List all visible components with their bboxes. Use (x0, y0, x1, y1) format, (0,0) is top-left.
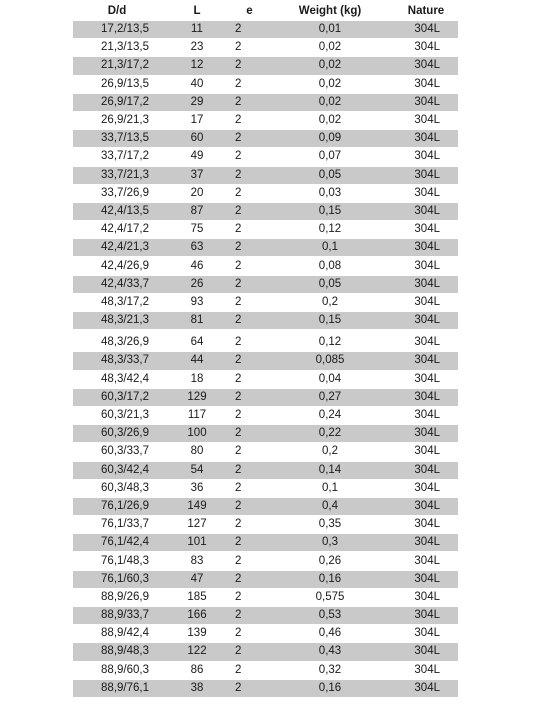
cell-dd: 26,9/13,5 (73, 75, 161, 93)
cell-thickness: 2 (233, 552, 266, 570)
cell-thickness: 2 (233, 75, 266, 93)
header-thickness: e (233, 2, 266, 21)
cell-thickness: 2 (233, 425, 266, 443)
cell-weight: 0,01 (266, 21, 394, 39)
cell-weight: 0,46 (266, 625, 394, 643)
cell-thickness: 2 (233, 257, 266, 275)
cell-thickness: 2 (233, 130, 266, 148)
cell-dd: 48,3/26,9 (73, 330, 161, 352)
table-row (73, 552, 458, 570)
cell-nature: 304L (394, 111, 458, 129)
cell-length: 47 (161, 570, 233, 588)
cell-nature: 304L (394, 293, 458, 311)
cell-nature: 304L (394, 130, 458, 148)
table-header (73, 2, 458, 21)
cell-thickness: 2 (233, 516, 266, 534)
cell-length: 54 (161, 461, 233, 479)
cell-dd: 60,3/21,3 (73, 406, 161, 424)
cell-nature: 304L (394, 330, 458, 352)
cell-dd: 48,3/42,4 (73, 370, 161, 388)
cell-thickness: 2 (233, 607, 266, 625)
cell-length: 117 (161, 406, 233, 424)
cell-nature: 304L (394, 39, 458, 57)
table-row (73, 661, 458, 679)
header-weight: Weight (kg) (266, 2, 394, 21)
cell-thickness: 2 (233, 330, 266, 352)
cell-nature: 304L (394, 497, 458, 515)
cell-dd: 26,9/17,2 (73, 93, 161, 111)
table-row (73, 57, 458, 75)
cell-length: 36 (161, 479, 233, 497)
table-row (73, 643, 458, 661)
cell-nature: 304L (394, 679, 458, 697)
table-row (73, 257, 458, 275)
cell-dd: 33,7/13,5 (73, 130, 161, 148)
cell-length: 20 (161, 184, 233, 202)
cell-thickness: 2 (233, 148, 266, 166)
table-row (73, 625, 458, 643)
table-row (73, 370, 458, 388)
cell-nature: 304L (394, 388, 458, 406)
cell-dd: 88,9/26,9 (73, 588, 161, 606)
cell-length: 38 (161, 679, 233, 697)
cell-length: 26 (161, 275, 233, 293)
cell-nature: 304L (394, 21, 458, 39)
cell-dd: 60,3/48,3 (73, 479, 161, 497)
cell-dd: 88,9/48,3 (73, 643, 161, 661)
cell-thickness: 2 (233, 661, 266, 679)
cell-weight: 0,1 (266, 239, 394, 257)
cell-weight: 0,05 (266, 166, 394, 184)
cell-nature: 304L (394, 425, 458, 443)
cell-length: 29 (161, 93, 233, 111)
spec-sheet (73, 2, 458, 697)
cell-weight: 0,02 (266, 57, 394, 75)
cell-nature: 304L (394, 370, 458, 388)
cell-weight: 0,4 (266, 497, 394, 515)
cell-dd: 42,4/21,3 (73, 239, 161, 257)
cell-weight: 0,27 (266, 388, 394, 406)
cell-nature: 304L (394, 184, 458, 202)
cell-weight: 0,09 (266, 130, 394, 148)
cell-length: 80 (161, 443, 233, 461)
table-row (73, 21, 458, 39)
cell-nature: 304L (394, 661, 458, 679)
table-row (73, 239, 458, 257)
cell-thickness: 2 (233, 239, 266, 257)
cell-length: 75 (161, 221, 233, 239)
cell-weight: 0,24 (266, 406, 394, 424)
cell-nature: 304L (394, 93, 458, 111)
table-row (73, 534, 458, 552)
cell-nature: 304L (394, 534, 458, 552)
cell-length: 87 (161, 202, 233, 220)
table-row (73, 406, 458, 424)
cell-dd: 76,1/42,4 (73, 534, 161, 552)
header-nature: Nature (394, 2, 458, 21)
cell-weight: 0,2 (266, 293, 394, 311)
table-row (73, 293, 458, 311)
cell-length: 46 (161, 257, 233, 275)
cell-weight: 0,02 (266, 39, 394, 57)
cell-length: 18 (161, 370, 233, 388)
cell-thickness: 2 (233, 312, 266, 330)
cell-weight: 0,04 (266, 370, 394, 388)
cell-length: 23 (161, 39, 233, 57)
cell-length: 185 (161, 588, 233, 606)
cell-nature: 304L (394, 570, 458, 588)
cell-length: 37 (161, 166, 233, 184)
cell-weight: 0,16 (266, 570, 394, 588)
cell-thickness: 2 (233, 406, 266, 424)
cell-dd: 88,9/33,7 (73, 607, 161, 625)
cell-dd: 33,7/21,3 (73, 166, 161, 184)
cell-thickness: 2 (233, 111, 266, 129)
cell-nature: 304L (394, 516, 458, 534)
cell-dd: 76,1/33,7 (73, 516, 161, 534)
cell-thickness: 2 (233, 461, 266, 479)
cell-length: 64 (161, 330, 233, 352)
cell-weight: 0,12 (266, 221, 394, 239)
cell-weight: 0,22 (266, 425, 394, 443)
cell-nature: 304L (394, 443, 458, 461)
cell-length: 101 (161, 534, 233, 552)
table-row (73, 461, 458, 479)
cell-nature: 304L (394, 57, 458, 75)
cell-length: 122 (161, 643, 233, 661)
table-row (73, 93, 458, 111)
cell-thickness: 2 (233, 534, 266, 552)
cell-length: 139 (161, 625, 233, 643)
cell-dd: 42,4/26,9 (73, 257, 161, 275)
cell-nature: 304L (394, 406, 458, 424)
cell-weight: 0,575 (266, 588, 394, 606)
cell-dd: 42,4/17,2 (73, 221, 161, 239)
cell-thickness: 2 (233, 57, 266, 75)
cell-nature: 304L (394, 75, 458, 93)
cell-length: 81 (161, 312, 233, 330)
cell-dd: 60,3/17,2 (73, 388, 161, 406)
cell-thickness: 2 (233, 275, 266, 293)
cell-thickness: 2 (233, 202, 266, 220)
cell-thickness: 2 (233, 643, 266, 661)
cell-thickness: 2 (233, 388, 266, 406)
cell-weight: 0,16 (266, 679, 394, 697)
cell-thickness: 2 (233, 679, 266, 697)
cell-weight: 0,02 (266, 93, 394, 111)
cell-nature: 304L (394, 166, 458, 184)
cell-dd: 33,7/17,2 (73, 148, 161, 166)
table-row (73, 388, 458, 406)
table-row (73, 425, 458, 443)
cell-dd: 60,3/33,7 (73, 443, 161, 461)
header-dd: D/d (73, 2, 161, 21)
cell-dd: 60,3/42,4 (73, 461, 161, 479)
table-row (73, 166, 458, 184)
cell-weight: 0,07 (266, 148, 394, 166)
table-row (73, 148, 458, 166)
table-row (73, 330, 458, 352)
table-row (73, 111, 458, 129)
table-body (73, 21, 458, 697)
cell-thickness: 2 (233, 570, 266, 588)
cell-length: 100 (161, 425, 233, 443)
table-row (73, 497, 458, 515)
table-row (73, 312, 458, 330)
cell-thickness: 2 (233, 93, 266, 111)
cell-weight: 0,15 (266, 312, 394, 330)
dimension-table (73, 2, 458, 697)
cell-weight: 0,14 (266, 461, 394, 479)
cell-dd: 76,1/60,3 (73, 570, 161, 588)
cell-thickness: 2 (233, 184, 266, 202)
cell-dd: 48,3/17,2 (73, 293, 161, 311)
cell-length: 93 (161, 293, 233, 311)
cell-nature: 304L (394, 352, 458, 370)
cell-weight: 0,05 (266, 275, 394, 293)
cell-length: 83 (161, 552, 233, 570)
cell-weight: 0,26 (266, 552, 394, 570)
cell-dd: 21,3/17,2 (73, 57, 161, 75)
table-row (73, 607, 458, 625)
header-length: L (161, 2, 233, 21)
cell-weight: 0,53 (266, 607, 394, 625)
cell-thickness: 2 (233, 588, 266, 606)
cell-thickness: 2 (233, 497, 266, 515)
cell-thickness: 2 (233, 21, 266, 39)
cell-dd: 48,3/21,3 (73, 312, 161, 330)
cell-length: 149 (161, 497, 233, 515)
cell-nature: 304L (394, 588, 458, 606)
cell-length: 49 (161, 148, 233, 166)
cell-dd: 26,9/21,3 (73, 111, 161, 129)
table-row (73, 570, 458, 588)
cell-length: 12 (161, 57, 233, 75)
cell-length: 86 (161, 661, 233, 679)
cell-nature: 304L (394, 625, 458, 643)
cell-dd: 17,2/13,5 (73, 21, 161, 39)
table-row (73, 679, 458, 697)
cell-weight: 0,03 (266, 184, 394, 202)
cell-length: 127 (161, 516, 233, 534)
cell-dd: 76,1/48,3 (73, 552, 161, 570)
cell-nature: 304L (394, 275, 458, 293)
table-row (73, 202, 458, 220)
cell-length: 44 (161, 352, 233, 370)
cell-length: 129 (161, 388, 233, 406)
cell-length: 60 (161, 130, 233, 148)
cell-weight: 0,1 (266, 479, 394, 497)
cell-nature: 304L (394, 479, 458, 497)
cell-thickness: 2 (233, 293, 266, 311)
cell-thickness: 2 (233, 443, 266, 461)
cell-dd: 60,3/26,9 (73, 425, 161, 443)
cell-dd: 33,7/26,9 (73, 184, 161, 202)
cell-weight: 0,15 (266, 202, 394, 220)
cell-dd: 76,1/26,9 (73, 497, 161, 515)
cell-dd: 42,4/13,5 (73, 202, 161, 220)
cell-weight: 0,3 (266, 534, 394, 552)
cell-length: 166 (161, 607, 233, 625)
cell-weight: 0,12 (266, 330, 394, 352)
cell-weight: 0,08 (266, 257, 394, 275)
cell-length: 11 (161, 21, 233, 39)
cell-dd: 42,4/33,7 (73, 275, 161, 293)
table-row (73, 275, 458, 293)
cell-dd: 88,9/42,4 (73, 625, 161, 643)
table-row (73, 130, 458, 148)
cell-weight: 0,02 (266, 111, 394, 129)
table-row (73, 443, 458, 461)
cell-thickness: 2 (233, 39, 266, 57)
cell-length: 17 (161, 111, 233, 129)
cell-thickness: 2 (233, 479, 266, 497)
table-row (73, 516, 458, 534)
cell-thickness: 2 (233, 370, 266, 388)
table-row (73, 75, 458, 93)
table-row (73, 352, 458, 370)
cell-nature: 304L (394, 257, 458, 275)
cell-weight: 0,2 (266, 443, 394, 461)
cell-nature: 304L (394, 643, 458, 661)
table-row (73, 588, 458, 606)
cell-weight: 0,35 (266, 516, 394, 534)
cell-dd: 21,3/13,5 (73, 39, 161, 57)
cell-dd: 88,9/60,3 (73, 661, 161, 679)
cell-nature: 304L (394, 461, 458, 479)
cell-thickness: 2 (233, 352, 266, 370)
cell-nature: 304L (394, 312, 458, 330)
cell-thickness: 2 (233, 166, 266, 184)
table-row (73, 479, 458, 497)
cell-nature: 304L (394, 239, 458, 257)
table-row (73, 221, 458, 239)
cell-length: 63 (161, 239, 233, 257)
cell-length: 40 (161, 75, 233, 93)
cell-dd: 48,3/33,7 (73, 352, 161, 370)
table-row (73, 39, 458, 57)
cell-nature: 304L (394, 552, 458, 570)
table-row (73, 184, 458, 202)
cell-dd: 88,9/76,1 (73, 679, 161, 697)
cell-weight: 0,085 (266, 352, 394, 370)
cell-nature: 304L (394, 202, 458, 220)
cell-nature: 304L (394, 221, 458, 239)
cell-weight: 0,32 (266, 661, 394, 679)
cell-weight: 0,02 (266, 75, 394, 93)
cell-weight: 0,43 (266, 643, 394, 661)
cell-nature: 304L (394, 607, 458, 625)
cell-thickness: 2 (233, 221, 266, 239)
cell-thickness: 2 (233, 625, 266, 643)
cell-nature: 304L (394, 148, 458, 166)
